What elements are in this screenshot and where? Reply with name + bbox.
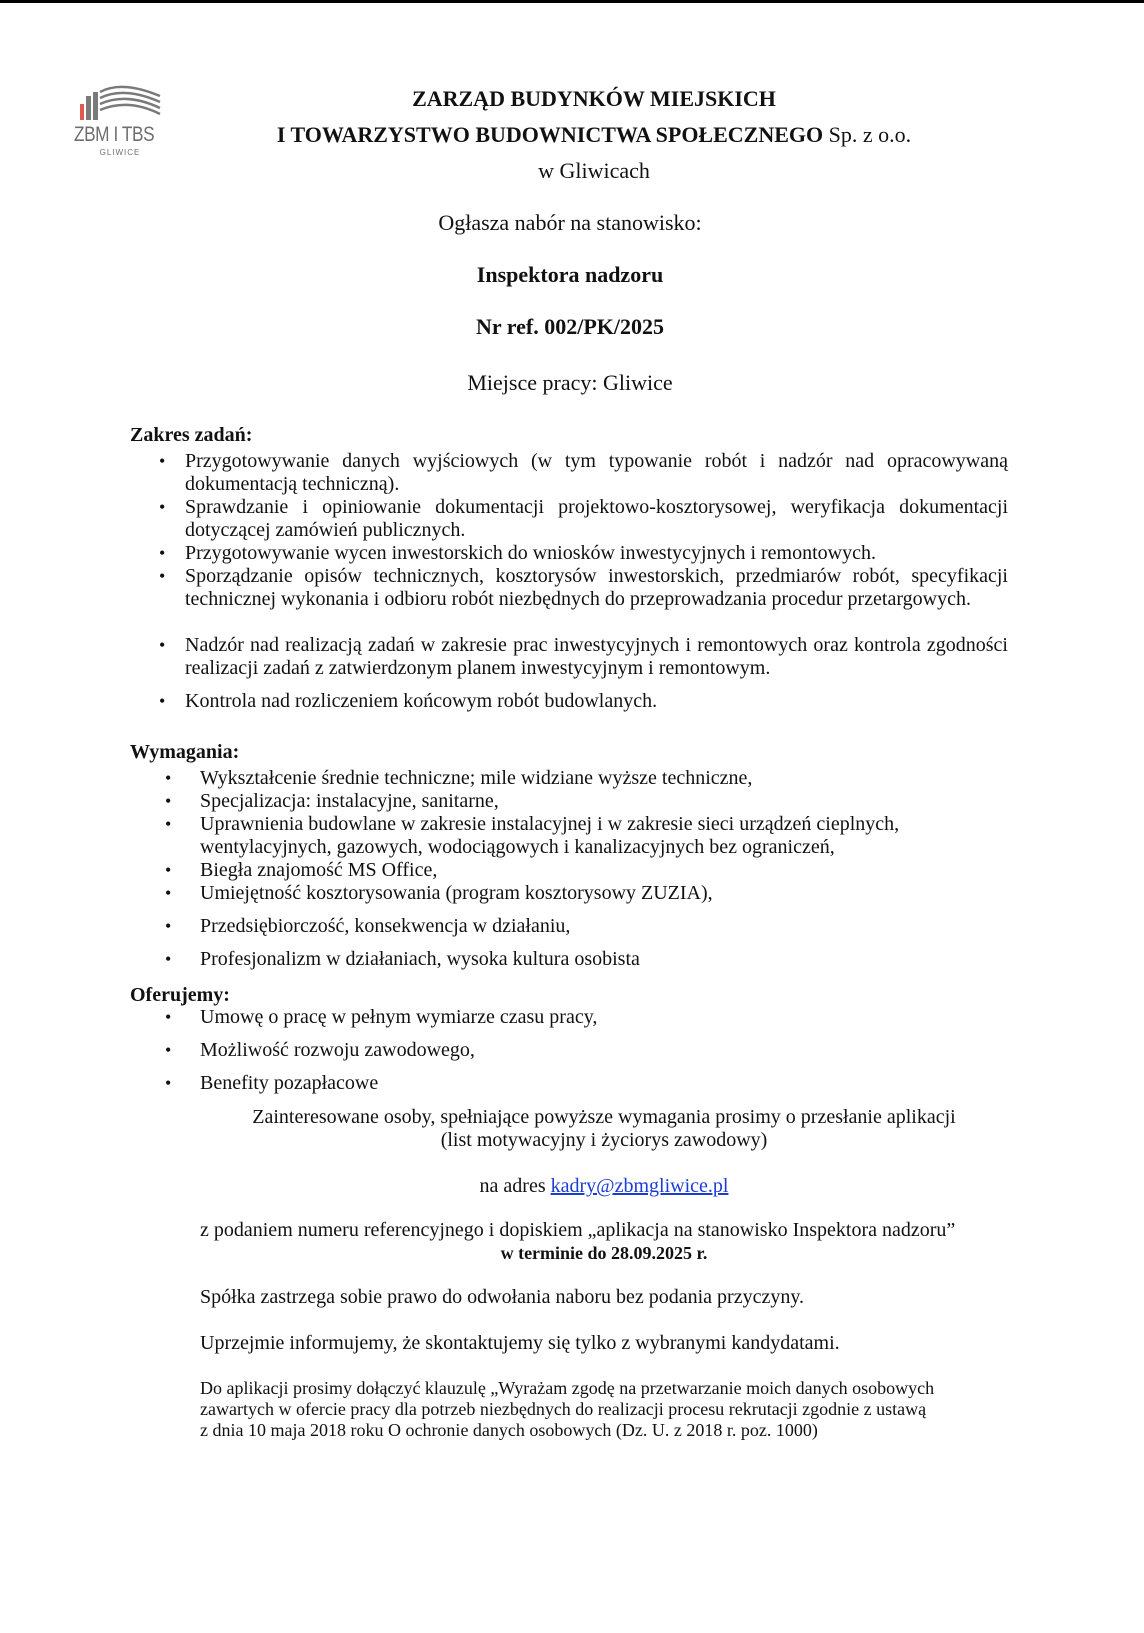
list-item: • Nadzór nad realizacją zadań w zakresie prac inwestycyjnych i remontowych oraz kontrola zgodności realizacji zadań z zatwierdzonym planem inwestycyjnym i remontowym. (159, 634, 1008, 679)
list-item: • Sporządzanie opisów technicznych, kosztorysów inwestorskich, przedmiarów robót, specyfikacji technicznej wykonania i odbioru robót niezbędnych do przeprowadzania procedur przetargowych. (159, 565, 1008, 610)
list-item: • Profesjonalizm w działaniach, wysoka kultura osobista (165, 948, 640, 970)
list-item: • Kontrola nad rozliczeniem końcowym robót budowlanych. (159, 690, 658, 712)
duties-list (159, 450, 1008, 713)
position-title: Inspektora nadzoru (476, 262, 664, 287)
application-line1: Zainteresowane osoby, spełniające powyższe wymagania prosimy o przesłanie aplikacji (252, 1106, 956, 1128)
list-item: • Sprawdzanie i opiniowanie dokumentacji projektowo-kosztorysowej, weryfikacja dokumentacji dotyczącej zamówień publicznych. (159, 496, 1008, 541)
email-link[interactable]: kadry@zbmgliwice.pl (550, 1175, 729, 1197)
application-reference-note: z podaniem numeru referencyjnego i dopiskiem „aplikacja na stanowisko Inspektora nadzoru” (200, 1219, 956, 1241)
reservation-note: Spółka zastrzega sobie prawo do odwołania naboru bez podania przyczyny. (200, 1286, 805, 1308)
list-item: • Przygotowywanie wycen inwestorskich do wniosków inwestycyjnych i remontowych. (159, 542, 876, 564)
contact-note: Uprzejmie informujemy, że skontaktujemy się tylko z wybranymi kandydatami. (200, 1332, 840, 1354)
list-item: • Biegła znajomość MS Office, (165, 859, 438, 881)
address-prefix: na adres (479, 1175, 551, 1197)
clause-line3: z dnia 10 maja 2018 roku O ochronie danych osobowych (Dz. U. z 2018 r. poz. 1000) (200, 1420, 818, 1440)
list-item: • Umowę o pracę w pełnym wymiarze czasu pracy, (165, 1006, 598, 1028)
requirements-heading: Wymagania: (130, 741, 240, 763)
list-item: • Przedsiębiorczość, konsekwencja w działaniu, (165, 915, 571, 937)
gdpr-clause (200, 1378, 1010, 1441)
company-name-line1: ZARZĄD BUDYNKÓW MIEJSKICH (412, 86, 776, 111)
clause-line2: zawartych w ofercie pracy dla potrzeb niezbędnych do realizacji procesu rekrutacji zgodnie z ustawą (200, 1399, 927, 1419)
logo-text: ZBM I TBS (74, 123, 155, 146)
duties-heading: Zakres zadań: (130, 424, 253, 446)
workplace: Miejsce pracy: Gliwice (467, 370, 673, 395)
list-item: • Możliwość rozwoju zawodowego, (165, 1039, 475, 1061)
company-name-line2-bold: I TOWARZYSTWO BUDOWNICTWA SPOŁECZNEGO (276, 122, 824, 147)
offer-list (165, 1006, 980, 1095)
reference-number: Nr ref. 002/PK/2025 (476, 314, 664, 339)
list-item: • Benefity pozapłacowe (165, 1072, 379, 1094)
list-item: • Umiejętność kosztorysowania (program kosztorysowy ZUZIA), (165, 882, 713, 904)
logo-subtext: GLIWICE (99, 148, 141, 157)
company-name-line2-suffix: Sp. z o.o. (823, 122, 912, 147)
offer-heading: Oferujemy: (130, 984, 230, 1006)
company-name-line2 (0, 122, 1144, 148)
company-city: w Gliwicach (538, 158, 650, 183)
application-deadline: w terminie do 28.09.2025 r. (500, 1243, 708, 1263)
list-item: • Specjalizacja: instalacyjne, sanitarne, (165, 790, 499, 812)
list-item: • Uprawnienia budowlane w zakresie instalacyjnej i w zakresie sieci urządzeń cieplnych, wentylacyjnych, gazowych, wodociągowych i kanalizacyjnych bez ograniczeń, (165, 813, 900, 858)
application-address (0, 1175, 1144, 1198)
announcement-text: Ogłasza nabór na stanowisko: (438, 210, 702, 235)
list-item: • Przygotowywanie danych wyjściowych (w tym typowanie robót i nadzór nad opracowywaną dokumentacją techniczną). (159, 450, 1008, 495)
requirements-list (165, 767, 980, 971)
clause-line1: Do aplikacji prosimy dołączyć klauzulę „Wyrażam zgodę na przetwarzanie moich danych osobowych (200, 1378, 935, 1398)
application-line2: (list motywacyjny i życiorys zawodowy) (440, 1129, 768, 1151)
list-item: • Wykształcenie średnie techniczne; mile widziane wyższe techniczne, (165, 767, 753, 789)
